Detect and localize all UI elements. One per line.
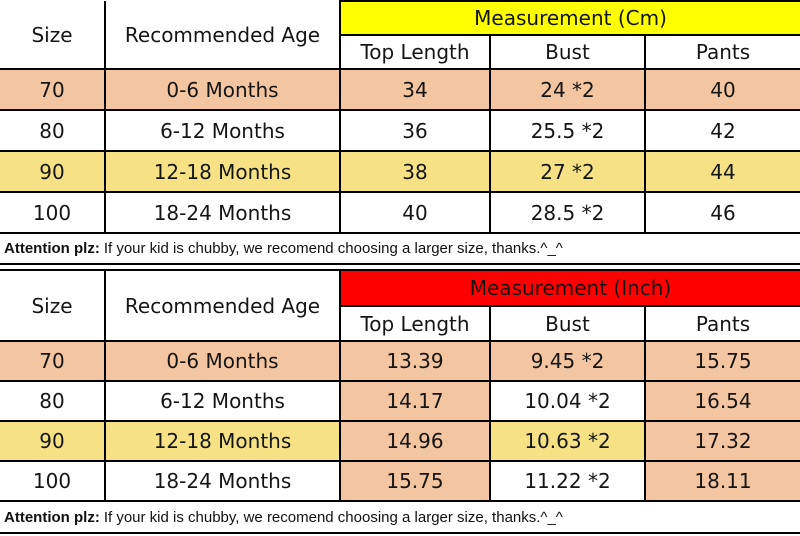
bust-cell: 24 *2 <box>490 69 645 110</box>
size-chart-inch-table <box>0 269 800 502</box>
inch-table-row <box>0 461 800 501</box>
size-cell: 100 <box>0 192 105 233</box>
top-length-cell: 38 <box>340 151 490 192</box>
pants-cell: 18.11 <box>645 461 800 501</box>
cm-table-row <box>0 69 800 110</box>
attention-note-inch <box>0 502 800 534</box>
inch-size-header-cell: Size <box>0 270 105 341</box>
cm-measurement-header-cell: Measurement (Cm) <box>340 1 800 35</box>
inch-pants-header-cell: Pants <box>645 306 800 341</box>
inch-table-row <box>0 381 800 421</box>
size-cell: 70 <box>0 341 105 381</box>
top-length-cell: 15.75 <box>340 461 490 501</box>
inch-age-header-cell: Recommended Age <box>105 270 340 341</box>
pants-cell: 44 <box>645 151 800 192</box>
attention-text: If your kid is chubby, we recomend choosing a larger size, thanks.^_^ <box>103 240 563 257</box>
inch-measurement-header-cell: Measurement (Inch) <box>340 270 800 306</box>
bust-cell: 25.5 *2 <box>490 110 645 151</box>
pants-cell: 17.32 <box>645 421 800 461</box>
bust-cell: 28.5 *2 <box>490 192 645 233</box>
pants-cell: 15.75 <box>645 341 800 381</box>
pants-cell: 40 <box>645 69 800 110</box>
cm-pants-header-cell: Pants <box>645 35 800 69</box>
age-cell: 6-12 Months <box>105 110 340 151</box>
attention-text: If your kid is chubby, we recomend choosing a larger size, thanks.^_^ <box>103 508 563 526</box>
attention-note-cm <box>0 234 800 265</box>
inch-top-length-header-cell: Top Length <box>340 306 490 341</box>
pants-cell: 46 <box>645 192 800 233</box>
bust-cell: 11.22 *2 <box>490 461 645 501</box>
age-cell: 12-18 Months <box>105 421 340 461</box>
age-cell: 18-24 Months <box>105 192 340 233</box>
age-cell: 0-6 Months <box>105 341 340 381</box>
cm-bust-header-cell: Bust <box>490 35 645 69</box>
attention-label: Attention plz: <box>4 240 100 257</box>
cm-table-row <box>0 110 800 151</box>
cm-size-header-cell: Size <box>0 1 105 69</box>
top-length-cell: 36 <box>340 110 490 151</box>
cm-table-row <box>0 151 800 192</box>
age-cell: 12-18 Months <box>105 151 340 192</box>
size-chart-cm-table <box>0 0 800 234</box>
pants-cell: 16.54 <box>645 381 800 421</box>
size-cell: 90 <box>0 151 105 192</box>
age-cell: 18-24 Months <box>105 461 340 501</box>
top-length-cell: 14.17 <box>340 381 490 421</box>
age-cell: 6-12 Months <box>105 381 340 421</box>
top-length-cell: 40 <box>340 192 490 233</box>
cm-table-row <box>0 192 800 233</box>
age-cell: 0-6 Months <box>105 69 340 110</box>
top-length-cell: 13.39 <box>340 341 490 381</box>
bust-cell: 9.45 *2 <box>490 341 645 381</box>
inch-bust-header-cell: Bust <box>490 306 645 341</box>
bust-cell: 27 *2 <box>490 151 645 192</box>
bust-cell: 10.63 *2 <box>490 421 645 461</box>
size-cell: 100 <box>0 461 105 501</box>
size-cell: 80 <box>0 381 105 421</box>
top-length-cell: 14.96 <box>340 421 490 461</box>
pants-cell: 42 <box>645 110 800 151</box>
size-cell: 70 <box>0 69 105 110</box>
top-length-cell: 34 <box>340 69 490 110</box>
inch-table-row <box>0 341 800 381</box>
size-cell: 90 <box>0 421 105 461</box>
inch-table-row <box>0 421 800 461</box>
bust-cell: 10.04 *2 <box>490 381 645 421</box>
size-cell: 80 <box>0 110 105 151</box>
cm-top-length-header-cell: Top Length <box>340 35 490 69</box>
cm-age-header-cell: Recommended Age <box>105 1 340 69</box>
attention-label: Attention plz: <box>4 508 100 526</box>
